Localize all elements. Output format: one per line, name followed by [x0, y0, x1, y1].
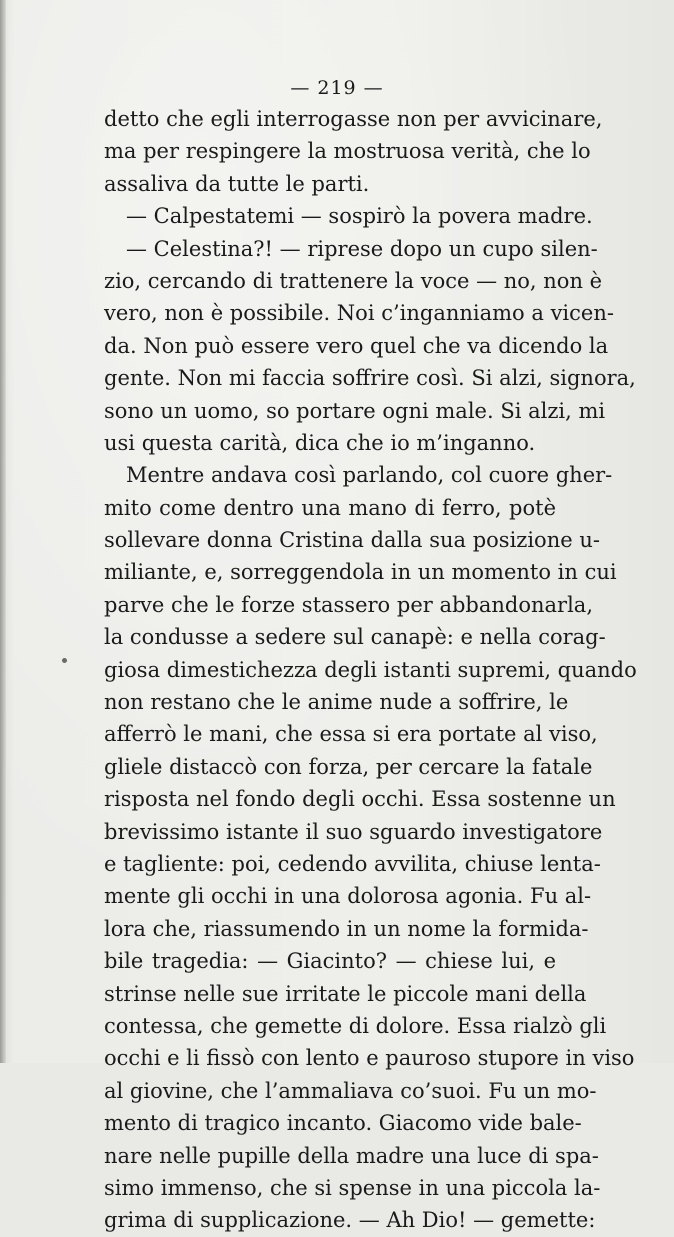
text-line: detto che egli interrogasse non per avvicinare, [104, 107, 603, 131]
paper-speck [62, 658, 67, 663]
text-line: contessa, che gemette di dolore. Essa rialzò gli [104, 1013, 607, 1038]
text-line: sono un uomo, so portare ogni male. Si alzi, mi [104, 398, 606, 423]
text-line: gente. Non mi faccia soffrire così. Si alzi, signora, [104, 366, 636, 391]
text-line: usi questa carità, dica che io m’inganno. [104, 430, 536, 455]
text-line: sollevare donna Cristina dalla sua posizione u- [104, 528, 600, 553]
text-line: grima di supplicazione. — Ah Dio! — gemette: [104, 1208, 596, 1233]
text-line: risposta nel fondo degli occhi. Essa sostenne un [104, 787, 616, 812]
page-binding-edge [0, 0, 6, 1063]
text-line: miliante, e, sorreggendola in un momento in cui [104, 560, 617, 585]
text-line: e tagliente: poi, cedendo avvilita, chiuse lenta- [104, 851, 601, 876]
text-line: la condusse a sedere sul canapè: e nella corag- [104, 625, 606, 650]
text-line: parve che le forze stassero per abbandonarla, [104, 592, 593, 617]
text-line: non restano che le anime nude a soffrire, le [104, 690, 569, 715]
text-line: gliele distaccò con forza, per cercare la fatale [104, 754, 593, 779]
text-line: vero, non è possibile. Noi c’inganniamo a vicen- [104, 301, 614, 326]
text-line: ma per respingere la mostruosa verità, che lo [104, 139, 591, 164]
text-line: — Calpestatemi — sospirò la povera madre. [126, 204, 593, 229]
page-number: — 219 — [290, 77, 384, 99]
text-line: Mentre andava così parlando, col cuore gher- [126, 463, 613, 488]
text-line: al giovine, che l’ammaliava co’suoi. Fu un mo- [104, 1078, 597, 1103]
text-line: — Celestina?! — riprese dopo un cupo silen- [126, 236, 598, 261]
text-line: occhi e li fissò con lento e pauroso stupore in viso [104, 1046, 635, 1071]
text-line: simo immenso, che si spense in una piccola la- [104, 1175, 601, 1200]
text-line: strinse nelle sue irritate le piccole mani della [104, 981, 587, 1006]
text-line: mito come dentro una mano di ferro, potè [104, 495, 556, 520]
text-line: assaliva da tutte le parti. [104, 171, 370, 196]
body-text [104, 103, 637, 1237]
text-line: da. Non può essere vero quel che va dicendo la [104, 333, 609, 358]
text-line: lora che, riassumendo in un nome la formida- [104, 916, 589, 941]
text-line: mento di tragico incanto. Giacomo vide bale- [104, 1111, 582, 1136]
text-line: bile tragedia: — Giacinto? — chiese lui, e [104, 949, 556, 974]
text-line: nare nelle pupille della madre una luce di spa- [104, 1143, 599, 1168]
text-line: afferrò le mani, che essa si era portate al viso, [104, 722, 598, 747]
text-line: brevissimo istante il suo sguardo investigatore [104, 819, 603, 844]
text-line: zio, cercando di trattenere la voce — no, non è [104, 268, 603, 293]
text-line: mente gli occhi in una dolorosa agonia. Fu al- [104, 884, 592, 909]
text-line: giosa dimestichezza degli istanti supremi, quando [104, 657, 637, 682]
